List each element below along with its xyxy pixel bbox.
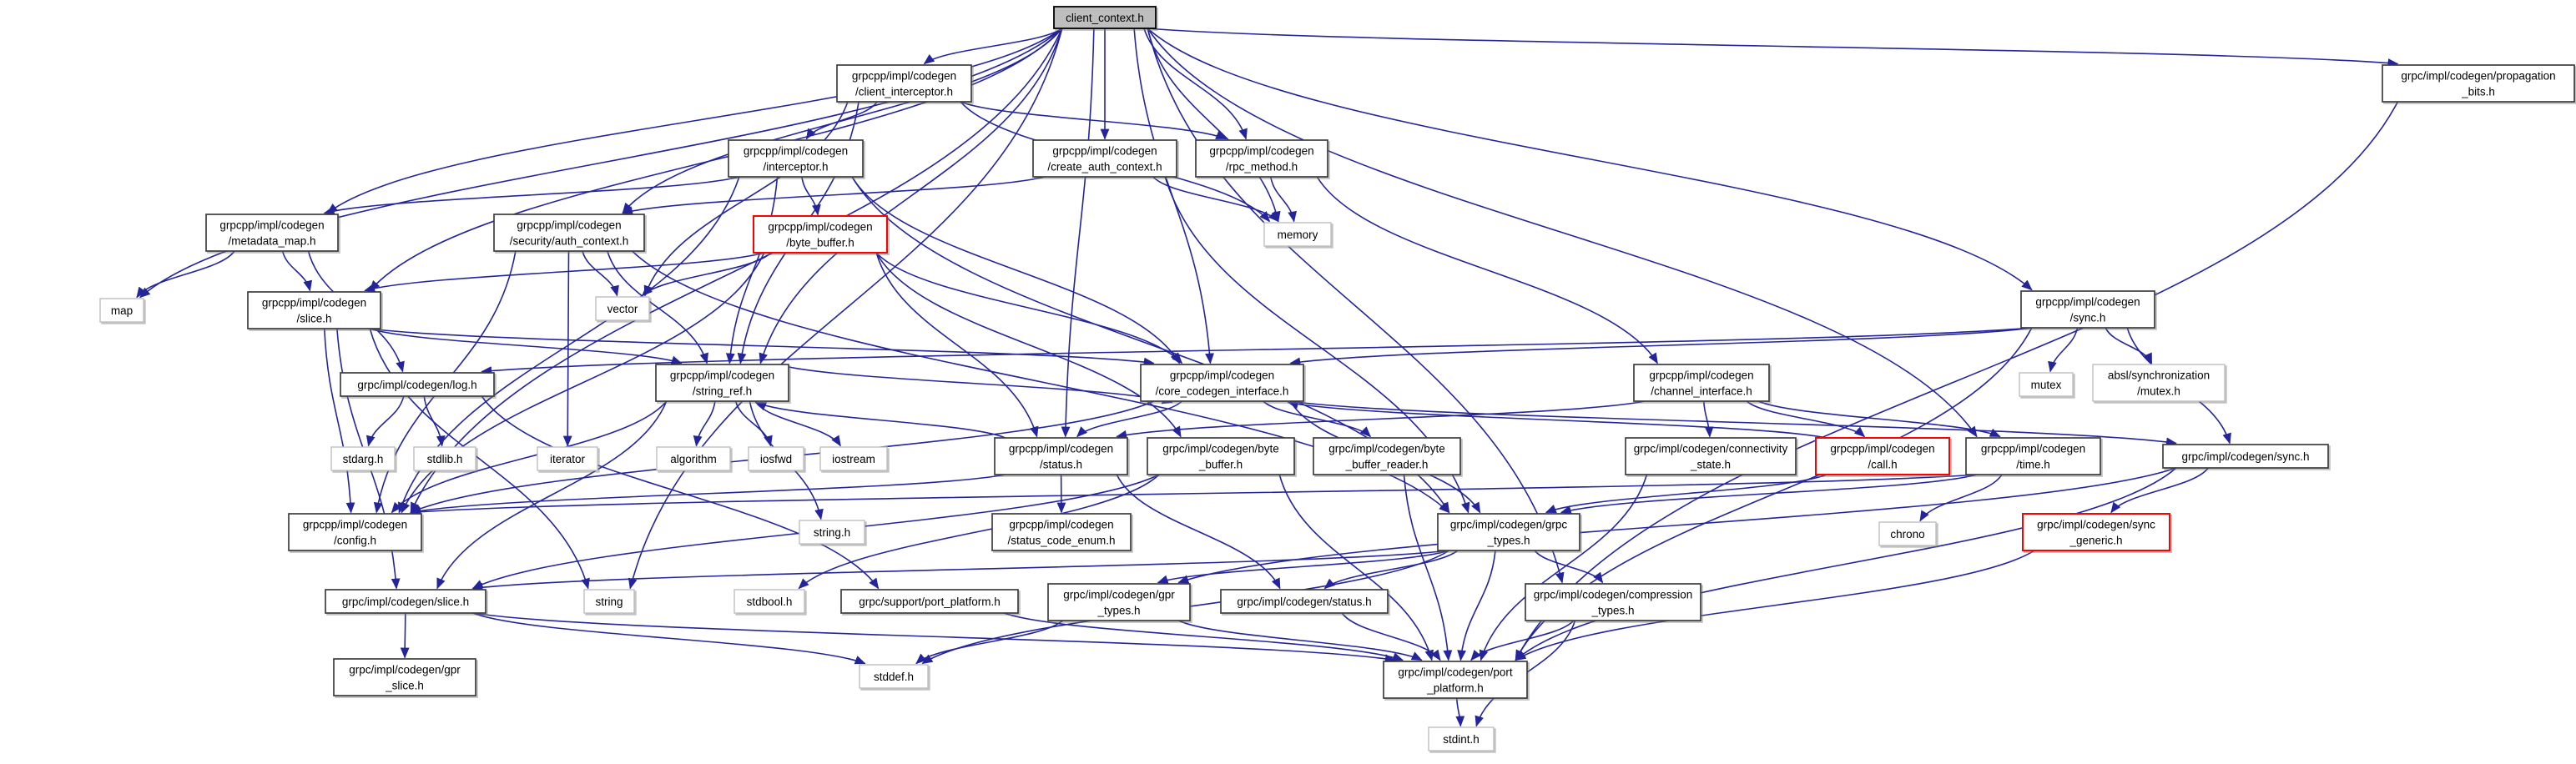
include-edge-string_ref--algorithm [696,401,714,446]
graph-node-slice_c[interactable] [325,590,486,613]
graph-node-chrono [1879,522,1936,545]
graph-node-sync_pp[interactable] [2021,291,2155,328]
include-edge-gpr_types--port_platform [1178,621,1421,661]
graph-node-compression_types[interactable] [1525,584,1701,621]
graph-node-label-string_h: string.h [813,526,851,539]
graph-node-interceptor[interactable] [728,140,863,177]
graph-node-sync_c[interactable] [2163,445,2328,468]
include-edge-sync_pp--mutex [2050,328,2078,372]
graph-node-iosfwd [749,447,804,470]
graph-node-label-slice_pp: grpcpp/impl/codegen /slice.h [261,296,367,325]
include-edge-root--compression_types [1147,28,1562,583]
include-edge-grpc_types--compression_types [1535,550,1602,583]
graph-node-log[interactable] [340,373,494,396]
graph-node-label-sync_c: grpc/impl/codegen/sync.h [2181,450,2310,463]
graph-node-label-status_c: grpc/impl/codegen/status.h [1237,596,1372,608]
graph-node-label-stdint: stdint.h [1443,733,1480,746]
graph-node-gpr_slice[interactable] [334,659,476,696]
graph-node-byte_buffer_c[interactable] [1147,438,1294,475]
graph-node-byte_buffer_reader[interactable] [1313,438,1460,475]
graph-node-label-support_port_platform: grpc/support/port_platform.h [859,596,1001,608]
graph-node-label-core_codegen_interface: grpcpp/impl/codegen /core_codegen_interface.h [1155,369,1289,398]
include-edge-auth_context--vector [582,251,618,296]
include-edge-sync_pp--core_codegen_interface [1290,328,2031,364]
graph-node-label-sync_pp: grpcpp/impl/codegen /sync.h [2035,295,2140,324]
include-edge-log--support_port_platform [481,396,878,589]
include-edge-rpc_method--channel_interface [1317,177,1657,364]
include-edge-status_pp--config [411,475,1005,513]
graph-node-label-iterator: iterator [549,453,586,465]
graph-node-stdbool [734,590,804,613]
include-edge-core_codegen_interface--sync_c [1290,401,2175,444]
include-edge-slice_c--port_platform [473,613,1395,661]
graph-node-label-status_pp: grpcpp/impl/codegen /status.h [1008,442,1114,471]
graph-node-status_pp[interactable] [995,438,1127,475]
graph-node-metadata_map[interactable] [206,214,338,251]
include-edge-grpc_types--slice_c [473,550,1449,589]
graph-node-client_interceptor[interactable] [837,65,971,102]
graph-node-iterator [537,447,597,470]
graph-node-core_codegen_interface[interactable] [1141,364,1303,401]
include-edge-root--metadata_map [327,28,1061,214]
graph-node-label-stdarg: stdarg.h [342,453,384,465]
graph-node-label-iostream: iostream [832,453,875,465]
graph-node-label-string: string [595,596,623,608]
graph-node-label-call: grpcpp/impl/codegen /call.h [1830,442,1935,471]
include-edge-create_auth_context--auth_context [623,177,1045,214]
graph-node-stdarg [331,447,395,470]
graph-node-label-stdlib: stdlib.h [426,453,463,465]
graph-node-gpr_types[interactable] [1048,584,1190,621]
graph-node-propagation_bits[interactable] [2382,65,2574,102]
include-edge-string_ref--iosfwd [736,401,771,446]
include-edge-sync_c--sync_generic [2111,468,2208,513]
graph-node-mutex [2019,373,2073,396]
graph-node-label-compression_types: grpc/impl/codegen/compression _types.h [1533,588,1693,617]
graph-node-label-stddef: stddef.h [873,671,915,683]
graph-node-stdint [1429,727,1494,751]
graph-node-stdlib [414,447,476,470]
graph-node-label-slice_c: grpc/impl/codegen/slice.h [341,596,470,608]
graph-node-label-config: grpcpp/impl/codegen /config.h [302,518,408,547]
include-edge-root--propagation_bits [1147,28,2397,64]
graph-node-grpc_types[interactable] [1438,514,1580,550]
include-edge-byte_buffer_pp--core_codegen_interface [876,253,1182,364]
graph-node-time_pp[interactable] [1966,438,2100,475]
graph-node-label-time_pp: grpcpp/impl/codegen /time.h [1980,442,2086,471]
include-edge-interceptor--metadata_map [325,177,739,214]
include-edge-root--client_interceptor [925,28,1062,64]
graph-node-string [584,590,634,613]
include-edge-port_platform--stdint [1457,698,1461,726]
include-edge-metadata_map--map [137,251,234,298]
graph-node-label-status_code_enum: grpcpp/impl/codegen /status_code_enum.h [1007,518,1116,547]
include-edge-status_pp--string_ref [756,403,1006,439]
graph-node-map [100,299,144,322]
graph-node-sync_generic[interactable] [2023,514,2170,550]
graph-node-string_ref[interactable] [656,364,789,401]
graph-node-root [1054,7,1156,28]
graph-node-label-channel_interface: grpcpp/impl/codegen /channel_interface.h [1649,369,1754,398]
graph-node-channel_interface[interactable] [1634,364,1769,401]
include-edge-root--rpc_method [1144,28,1246,139]
graph-node-label-absl_mutex: absl/synchronization /mutex.h [2107,369,2211,398]
graph-node-label-root: client_context.h [1066,12,1144,24]
graph-node-label-mutex: mutex [2030,379,2062,391]
graph-node-string_h [799,520,865,544]
include-edge-byte_buffer_pp--slice_pp [365,253,764,291]
graph-node-label-byte_buffer_c: grpc/impl/codegen/byte _buffer.h [1162,442,1279,471]
graph-node-port_platform[interactable] [1384,661,1527,698]
graph-node-label-sync_generic: grpc/impl/codegen/sync _generic.h [2037,518,2155,547]
graph-node-absl_mutex [2093,364,2225,401]
include-edge-status_pp--status_c [1117,475,1280,589]
graph-node-label-interceptor: grpcpp/impl/codegen /interceptor.h [743,144,849,173]
graph-node-byte_buffer_pp[interactable] [754,216,887,253]
include-edge-grpc_types--port_platform [1460,550,1495,661]
graph-node-slice_pp[interactable] [248,292,381,329]
graph-node-label-connectivity_state: grpc/impl/codegen/connectivity _state.h [1633,442,1788,471]
graph-node-label-metadata_map: grpcpp/impl/codegen /metadata_map.h [219,219,325,248]
graph-node-label-propagation_bits: grpc/impl/codegen/propagation _bits.h [2401,69,2556,98]
graph-node-vector [596,297,649,320]
graph-node-label-log: grpc/impl/codegen/log.h [357,379,477,391]
include-edge-slice_c--stddef [473,613,865,664]
include-edge-call--grpc_types [1546,475,1827,513]
include-edge-root--memory [1147,28,1278,222]
graph-node-label-byte_buffer_pp: grpcpp/impl/codegen /byte_buffer.h [768,220,873,249]
include-edge-gpr_types--stddef [916,621,1063,664]
graph-node-label-auth_context: grpcpp/impl/codegen /security/auth_context.h [509,219,629,248]
graph-node-memory [1264,223,1331,246]
include-edge-rpc_method--memory [1271,177,1294,222]
include-edge-create_auth_context--memory [1153,177,1278,222]
include-edge-slice_pp--config [325,329,351,513]
graph-node-label-gpr_types: grpc/impl/codegen/gpr _types.h [1063,588,1175,617]
graph-node-status_code_enum[interactable] [992,514,1131,550]
include-edge-status_c--port_platform [1342,613,1440,661]
include-edge-client_interceptor--vector [645,102,848,296]
include-edge-root--status_pp [1066,28,1094,437]
graph-node-label-byte_buffer_reader: grpc/impl/codegen/byte _buffer_reader.h [1328,442,1445,471]
graph-node-iostream [820,447,887,470]
include-edge-channel_interface--status_pp [1117,401,1645,437]
graph-node-label-string_ref: grpcpp/impl/codegen /string_ref.h [669,369,775,398]
include-edge-sync_c--port_platform [1515,468,2176,661]
graph-node-rpc_method[interactable] [1196,140,1328,177]
include-edge-slice_c--gpr_slice [405,613,406,658]
include-edge-log--stdlib [424,396,441,446]
graph-node-label-chrono: chrono [1890,528,1925,540]
graph-node-call[interactable] [1816,438,1949,475]
graph-node-label-rpc_method: grpcpp/impl/codegen /rpc_method.h [1209,144,1314,173]
graph-node-stddef [860,665,928,688]
graph-node-connectivity_state[interactable] [1626,438,1796,475]
graph-node-create_auth_context[interactable] [1033,140,1177,177]
graph-node-status_c[interactable] [1221,590,1388,613]
include-edge-byte_buffer_pp--byte_buffer_c [876,253,1181,437]
graph-node-support_port_platform[interactable] [841,590,1018,613]
include-edge-log--stdarg [369,396,404,446]
graph-node-label-grpc_types: grpc/impl/codegen/grpc _types.h [1449,518,1568,547]
graph-node-label-map: map [110,304,134,317]
graph-node-label-iosfwd: iosfwd [759,453,793,465]
graph-node-label-vector: vector [607,303,638,315]
graph-node-config[interactable] [289,514,421,550]
graph-node-algorithm [657,447,730,470]
graph-node-auth_context[interactable] [494,214,644,251]
graph-node-label-memory: memory [1277,229,1318,241]
graph-node-label-client_interceptor: grpcpp/impl/codegen /client_interceptor.h [851,69,957,98]
graph-node-label-algorithm: algorithm [670,453,717,465]
graph-node-label-stdbool: stdbool.h [746,596,793,608]
graph-node-label-create_auth_context: grpcpp/impl/codegen /create_auth_context.h [1047,144,1162,173]
include-edge-client_interceptor--rpc_method [960,102,1226,139]
include-edge-metadata_map--slice_pp [283,251,310,291]
graph-node-label-port_platform: grpc/impl/codegen/port _platform.h [1398,666,1513,695]
graph-node-label-gpr_slice: grpc/impl/codegen/gpr _slice.h [349,663,461,692]
include-edge-channel_interface--connectivity_state [1704,401,1710,437]
